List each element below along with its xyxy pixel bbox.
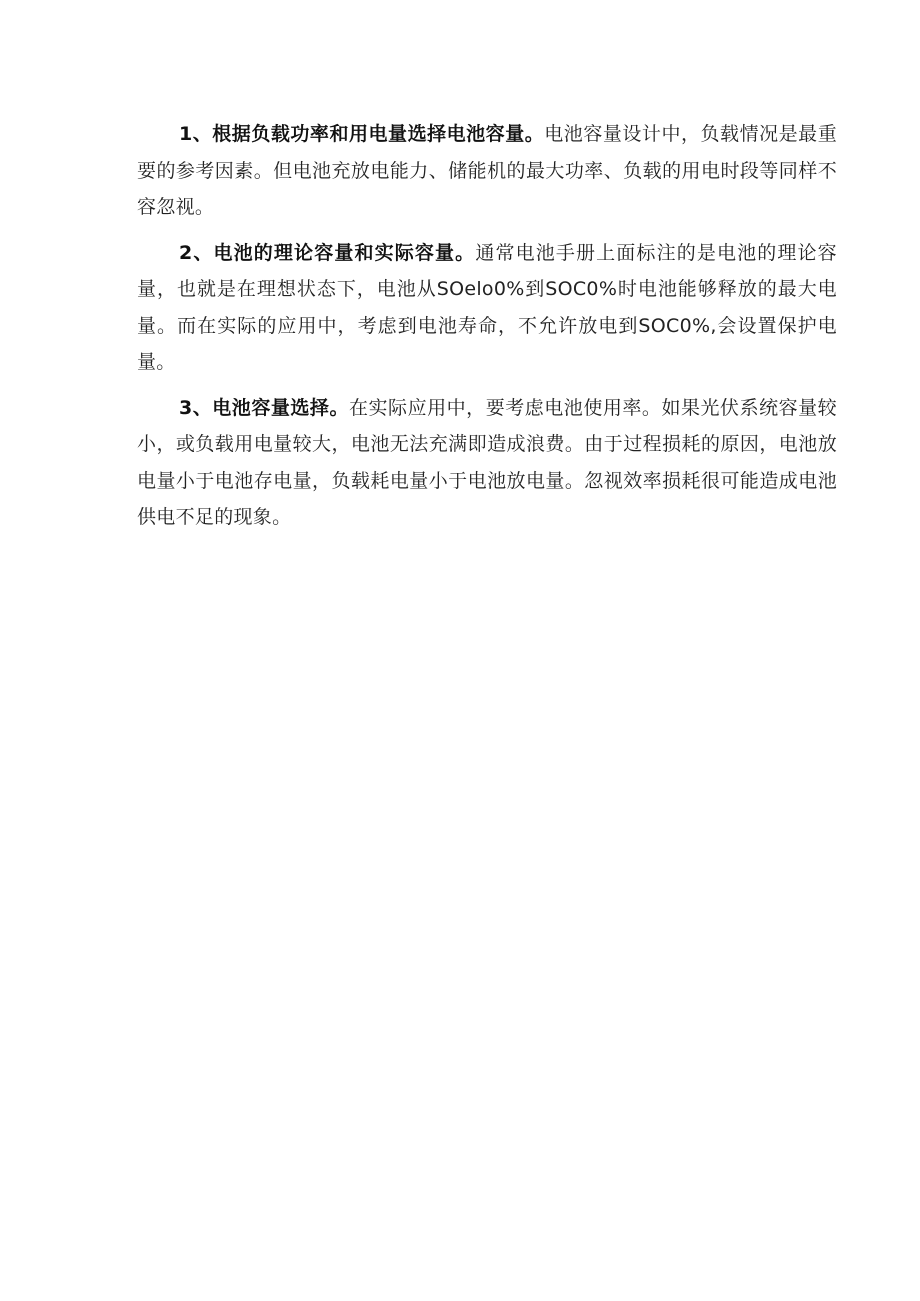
paragraph-3-heading: 3、电池容量选择。 xyxy=(179,396,349,419)
paragraph-1-text: 电池容量设计中，负载情况是最重要的参考因素。但电池充放电能力、储能机的最大功率、负载的用电时段等同样不容忽视。 xyxy=(137,123,837,218)
paragraph-3-text: 在实际应用中，要考虑电池使用率。如果光伏系统容量较小，或负载用电量较大，电池无法充满即造成浪费。由于过程损耗的原因，电池放电量小于电池存电量，负载耗电量小于电池放电量。忽视效率损耗很可能造成电池供电不足的现象。 xyxy=(137,396,837,528)
paragraph-3 xyxy=(137,390,837,536)
paragraph-2-text: 通常电池手册上面标注的是电池的理论容量，也就是在理想状态下，电池从SOelo0%到SOC0%时电池能够释放的最大电量。而在实际的应用中，考虑到电池寿命，不允许放电到SOC0%,会设置保护电量。 xyxy=(137,241,837,373)
paragraph-2 xyxy=(137,235,837,381)
paragraph-2-heading: 2、电池的理论容量和实际容量。 xyxy=(179,241,476,264)
paragraph-1-heading: 1、根据负载功率和用电量选择电池容量。 xyxy=(179,123,545,145)
document-body xyxy=(137,116,837,545)
paragraph-1 xyxy=(137,116,837,226)
